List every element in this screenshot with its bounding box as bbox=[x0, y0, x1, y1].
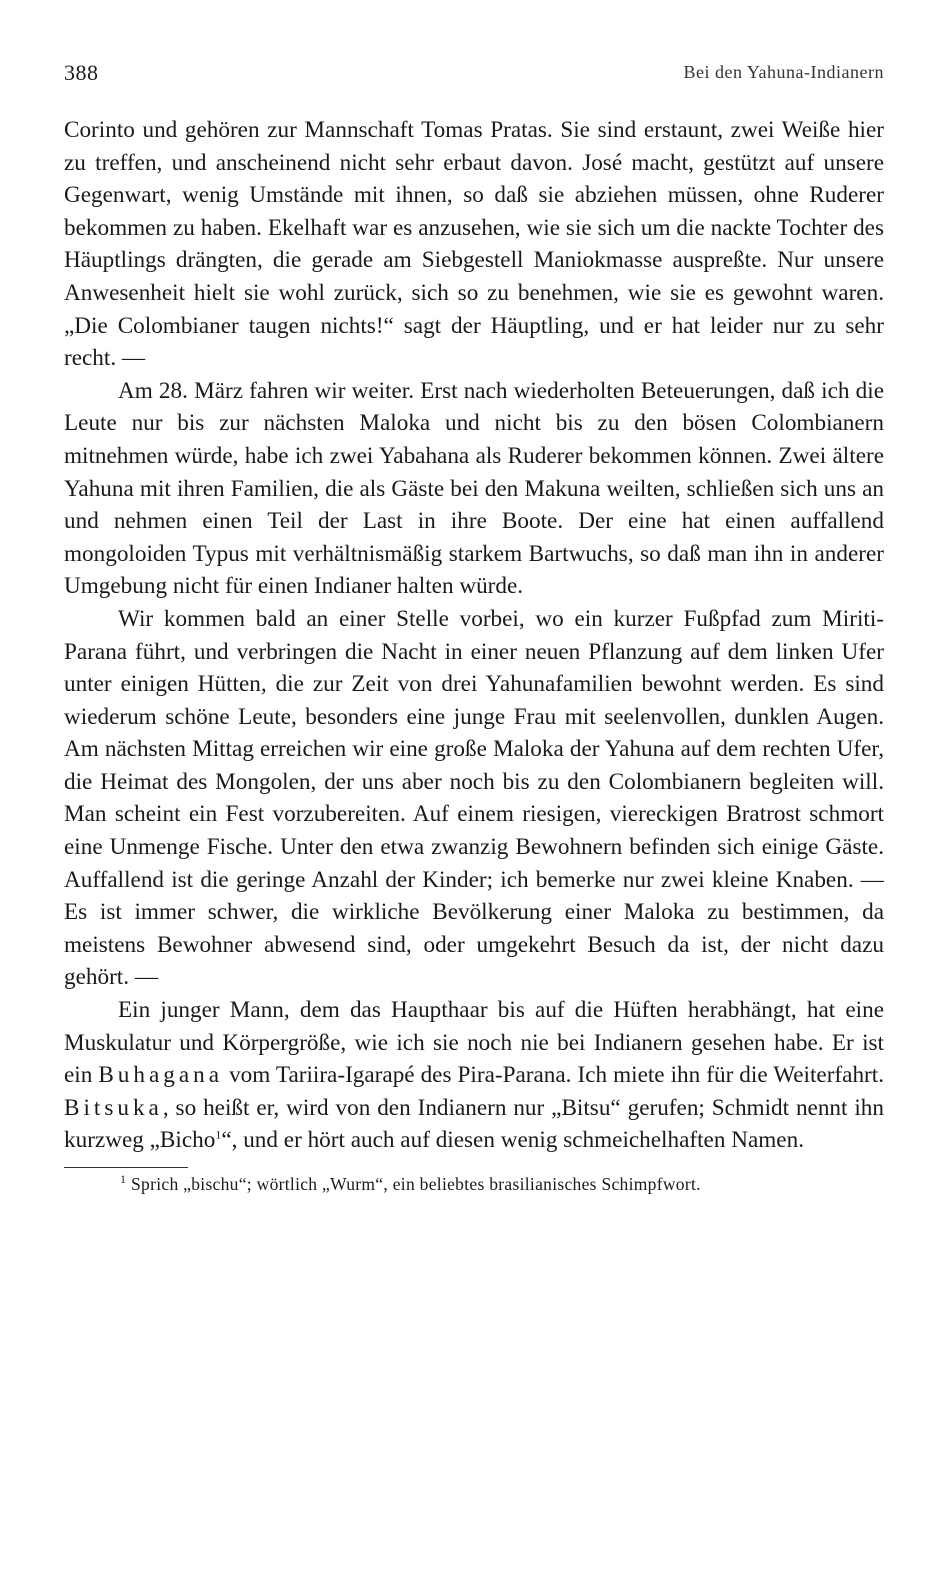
footnote-reference[interactable]: 1 bbox=[215, 1127, 222, 1142]
running-title: Bei den Yahuna-Indianern bbox=[683, 62, 884, 82]
paragraph-2: Am 28. März fahren wir weiter. Erst nach wiederholten Beteuerungen, daß ich die Leute nur bis zur nächsten Maloka und nicht bis zu den bösen Colombianern mitnehmen würde, habe ich zwei Yabahana als Ruderer bekommen können. Zwei ältere Yahuna mit ihren Familien, die als Gäste bei den Makuna weilten, schließen sich uns an und nehmen einen Teil der Last in ihre Boote. Der eine hat einen auffallend mongoloiden Typus mit verhältnismäßig starkem Bartwuchs, so daß man ihn in anderer Umgebung nicht für einen Indianer halten würde. bbox=[64, 377, 884, 600]
running-head bbox=[64, 56, 884, 96]
tribe-name-buhagana: Buhagana bbox=[98, 1062, 224, 1089]
body-text bbox=[64, 114, 884, 1157]
paragraph-4-part-c: , so heißt er, wird von den Indianern nur „Bitsu“ gerufen; Schmidt nennt ihn kurzweg „Bicho bbox=[64, 1094, 884, 1154]
paragraph-3: Wir kommen bald an einer Stelle vorbei, wo ein kurzer Fußpfad zum Miriti-Parana führt, und verbringen die Nacht in einer neuen Pflanzung auf dem linken Ufer unter einigen Hütten, die zur Zeit von drei Yahunafamilien bewohnt werden. Es sind wiederum schöne Leute, besonders eine junge Frau mit seelenvollen, dunklen Augen. Am nächsten Mittag erreichen wir eine große Maloka der Yahuna auf dem rechten Ufer, die Heimat des Mongolen, der uns aber noch bis zu den Colombianern begleiten will. Man scheint ein Fest vorzubereiten. Auf einem riesigen, viereckigen Bratrost schmort eine Unmenge Fische. Unter den etwa zwanzig Bewohnern befinden sich einige Gäste. Auffallend ist die geringe Anzahl der Kinder; ich bemerke nur zwei kleine Knaben. — Es ist immer schwer, die wirkliche Bevölkerung einer Maloka zu bestimmen, da meistens Bewohner abwesend sind, oder umgekehrt Besuch da ist, der nicht dazu gehört. — bbox=[64, 605, 884, 991]
paragraph-4-part-d: “, und er hört auch auf diesen wenig schmeichelhaften Namen. bbox=[221, 1127, 804, 1154]
paragraph-4-part-b: vom Tariira-Igarapé des Pira-Parana. Ich miete ihn für die Weiterfahrt. bbox=[229, 1062, 885, 1089]
paragraph-4-part-a: Ein junger Mann, dem das Haupthaar bis auf die Hüften herabhängt, hat eine Muskulatur und Körpergröße, wie ich sie noch nie bei Indianern gesehen habe. Er ist ein bbox=[64, 997, 884, 1089]
footnote bbox=[64, 1172, 884, 1196]
paragraph-4 bbox=[64, 994, 884, 1157]
paragraph-1: Corinto und gehören zur Mannschaft Tomas Pratas. Sie sind erstaunt, zwei Weiße hier zu treffen, und anscheinend nicht sehr erbaut davon. José macht, gestützt auf unsere Gegenwart, wenig Umstände mit ihnen, so daß sie abziehen müssen, ohne Ruderer bekommen zu haben. Ekelhaft war es anzusehen, wie sie sich um die nackte Tochter des Häuptlings drängten, die gerade am Siebgestell Maniokmasse auspreßte. Nur unsere Anwesenheit hielt sie wohl zurück, sich so zu benehmen, wie sie es gewohnt waren. „Die Colombianer taugen nichts!“ sagt der Häuptling, und er hat leider nur zu sehr recht. — bbox=[64, 117, 884, 372]
footnote-marker: 1 bbox=[120, 1172, 127, 1187]
page-number: 388 bbox=[64, 60, 99, 85]
person-name-bitsuka: Bitsuka bbox=[64, 1094, 163, 1121]
footnote-text: Sprich „bischu“; wörtlich „Wurm“, ein beliebtes brasilianisches Schimpfwort. bbox=[131, 1174, 701, 1194]
footnote-divider bbox=[64, 1167, 188, 1168]
book-page bbox=[64, 56, 884, 1196]
